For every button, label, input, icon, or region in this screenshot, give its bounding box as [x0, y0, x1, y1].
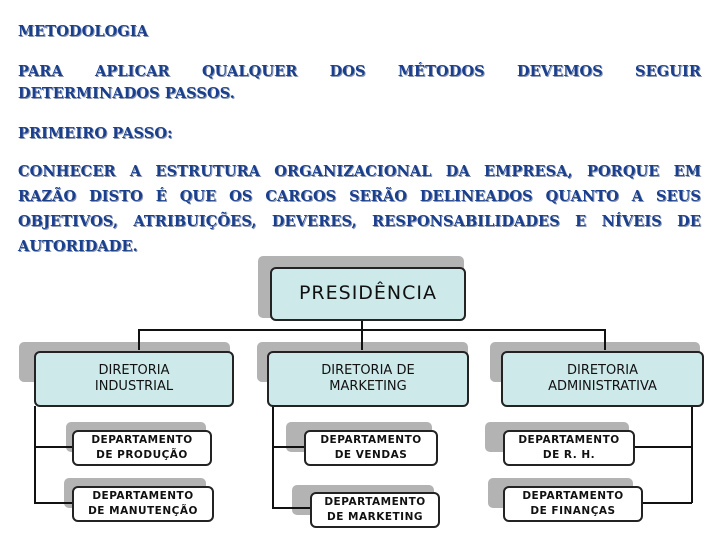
description-line-1: CONHECER A ESTRUTURA ORGANIZACIONAL DA EMPRESA, PORQUE EM [18, 163, 701, 180]
org-node-label-line-2: DE MANUTENÇÃO [88, 505, 198, 517]
description-paragraph [18, 159, 701, 259]
org-node-diretoria-administrativa [501, 351, 704, 407]
connector-producao [34, 446, 72, 448]
org-node-label-line-2: DE VENDAS [334, 449, 408, 461]
connector-admin-branch [691, 406, 693, 503]
org-node-label-line-2: DE PRODUÇÃO [96, 449, 188, 461]
org-node-label-line-1: DEPARTAMENTO [92, 489, 194, 502]
intro-paragraph [18, 61, 701, 105]
description-line-4: AUTORIDADE. [18, 238, 138, 255]
description-line-3: OBJETIVOS, ATRIBUIÇÕES, DEVERES, RESPONSABILIDADES E NÍVEIS DE [18, 213, 701, 230]
connector-marketing [361, 329, 363, 350]
org-node-label-line-1: DIRETORIA DE [321, 362, 415, 378]
connector-industrial-branch [34, 406, 36, 503]
org-node-label-line-2: INDUSTRIAL [94, 379, 174, 394]
org-node-label-line-1: DEPARTAMENTO [518, 433, 620, 446]
org-node-label-line-1: DEPARTAMENTO [320, 433, 422, 446]
connector-rh [632, 446, 692, 448]
org-node-dep-rh [503, 430, 635, 466]
description-line-2: RAZÃO DISTO É QUE OS CARGOS SERÃO DELINEADOS QUANTO A SEUS [18, 188, 701, 205]
intro-line-1: PARA APLICAR QUALQUER DOS MÉTODOS DEVEMOS SEGUIR [18, 63, 701, 80]
connector-admin [604, 329, 606, 350]
org-node-diretoria-marketing [267, 351, 469, 407]
org-node-dep-vendas [304, 430, 438, 466]
org-node-label-line-2: DE R. H. [542, 449, 596, 461]
org-node-label-line-1: DEPARTAMENTO [91, 433, 193, 446]
org-node-label-line-2: ADMINISTRATIVA [548, 379, 657, 394]
org-node-diretoria-industrial [34, 351, 234, 407]
org-node-label-line-1: DEPARTAMENTO [522, 489, 624, 502]
org-node-presidencia-label: PRESIDÊNCIA [298, 282, 438, 305]
heading: METODOLOGIA [18, 23, 149, 40]
org-node-dep-manutencao [72, 486, 214, 522]
org-node-label-line-2: DE MARKETING [327, 511, 423, 523]
connector-horizontal [138, 329, 605, 331]
connector-marketing-branch [272, 406, 274, 508]
connector-manutencao [34, 502, 72, 504]
connector-vendas [272, 446, 306, 448]
org-node-label-line-1: DIRETORIA [566, 362, 638, 378]
org-node-label-line-1: DEPARTAMENTO [324, 495, 426, 508]
connector-dep-marketing [272, 507, 312, 509]
org-node-dep-marketing [310, 492, 440, 528]
connector-financas [641, 502, 692, 504]
intro-line-2: DETERMINADOS PASSOS. [18, 85, 235, 102]
org-node-dep-financas [503, 486, 643, 522]
org-node-label-line-2: DE FINANÇAS [530, 505, 616, 517]
connector-industrial [138, 329, 140, 350]
org-node-dep-producao [72, 430, 212, 466]
org-node-label-line-2: MARKETING [329, 379, 407, 394]
step-title: PRIMEIRO PASSO: [18, 125, 173, 142]
org-node-label-line-1: DIRETORIA [98, 362, 170, 378]
org-node-presidencia [270, 267, 466, 321]
